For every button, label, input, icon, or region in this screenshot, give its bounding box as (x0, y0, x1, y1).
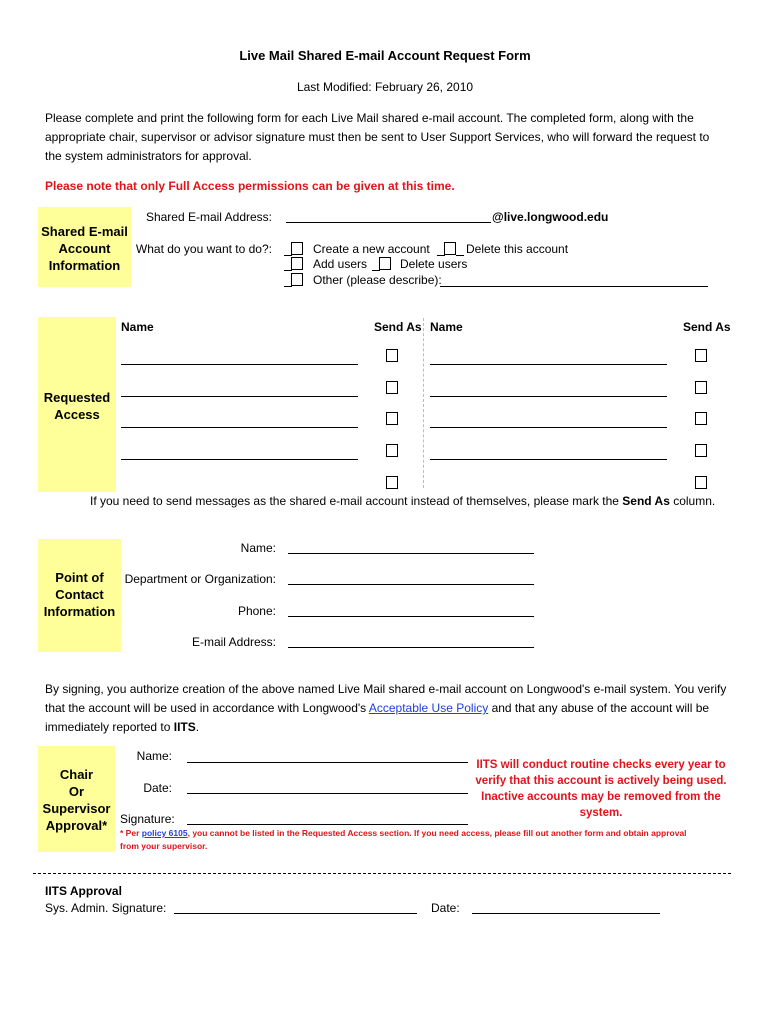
footnote-text: , you cannot be listed in the Requested Access section. If you need access, please fill out another form and obtain approval (187, 828, 687, 838)
contact-dept-field[interactable] (288, 584, 534, 585)
send-as-checkbox[interactable] (386, 381, 398, 394)
policy-footnote (120, 827, 740, 853)
access-label-line: Requested (43, 390, 111, 405)
shared-label-line: Shared E-mail (41, 224, 128, 239)
option-line (437, 255, 445, 256)
access-name-field[interactable] (430, 459, 667, 460)
col-name-right: Name (430, 320, 463, 334)
shared-label-line: Information (48, 258, 121, 273)
shared-address-label: Shared E-mail Address: (145, 210, 272, 224)
iits-note-line: Inactive accounts may be removed from the (481, 791, 721, 803)
approval-date-label: Date: (143, 781, 172, 795)
section-divider (33, 873, 731, 874)
contact-label-line: Information (43, 604, 116, 619)
domain-suffix: @live.longwood.edu (492, 210, 609, 224)
access-section-label (38, 389, 116, 423)
send-as-checkbox[interactable] (695, 444, 707, 457)
other-checkbox[interactable] (291, 273, 303, 286)
contact-label-line: Contact (55, 587, 104, 602)
full-access-note: Please note that only Full Access permissions can be given at this time. (45, 179, 455, 193)
send-as-instruction-text: column. (669, 494, 716, 508)
approval-signature-label: Signature: (120, 812, 175, 826)
contact-dept-label: Department or Organization: (124, 572, 276, 586)
iits-routine-check-note (470, 757, 732, 821)
add-users-label: Add users (313, 257, 368, 271)
contact-email-field[interactable] (288, 647, 534, 648)
approval-section-label (38, 766, 115, 834)
send-as-checkbox[interactable] (695, 476, 707, 489)
iits-note-line: verify that this account is actively being used. (475, 775, 727, 787)
approval-label-line: Chair (59, 767, 94, 782)
contact-name-label: Name: (240, 541, 276, 555)
access-name-field[interactable] (121, 364, 358, 365)
approval-name-label: Name: (136, 749, 172, 763)
create-account-label: Create a new account (313, 242, 430, 256)
delete-users-label: Delete users (400, 257, 468, 271)
send-as-checkbox[interactable] (386, 444, 398, 457)
access-name-field[interactable] (121, 396, 358, 397)
footnote-text: from your supervisor. (120, 841, 208, 851)
acceptable-use-policy-link[interactable]: Acceptable Use Policy (368, 701, 489, 715)
add-users-checkbox[interactable] (291, 257, 303, 270)
contact-email-label: E-mail Address: (191, 635, 276, 649)
delete-account-label: Delete this account (466, 242, 569, 256)
other-label: Other (please describe): (313, 273, 442, 287)
contact-label-line: Point of (55, 570, 104, 585)
contact-phone-field[interactable] (288, 616, 534, 617)
col-send-as-left: Send As (374, 320, 422, 334)
delete-account-checkbox[interactable] (444, 242, 456, 255)
send-as-instruction-bold: Send As (622, 494, 670, 508)
approval-label-line: Or (68, 784, 85, 799)
send-as-instruction-text: If you need to send messages as the shared e-mail account instead of themselves, please mark the (90, 494, 623, 508)
signing-text: and that any abuse of the account will be immediately reported to (45, 701, 710, 734)
signing-text: By signing, you authorize creation of the above named Live Mail shared e-mail account on Longwood's e-mail system. You verify that the account will be used in accordance with Longwood's (45, 682, 727, 715)
option-line (372, 270, 380, 271)
signing-text: . (195, 720, 200, 734)
send-as-instruction (90, 494, 715, 508)
iits-date-label: Date: (431, 901, 460, 915)
option-line (284, 270, 292, 271)
access-name-field[interactable] (430, 364, 667, 365)
iits-date-field[interactable] (472, 913, 660, 914)
sys-admin-signature-field[interactable] (174, 913, 417, 914)
access-name-field[interactable] (121, 427, 358, 428)
signing-paragraph (45, 680, 729, 737)
send-as-checkbox[interactable] (695, 381, 707, 394)
approval-date-field[interactable] (187, 793, 468, 794)
col-name-left: Name (121, 320, 154, 334)
option-line (284, 286, 292, 287)
send-as-checkbox[interactable] (695, 412, 707, 425)
contact-name-field[interactable] (288, 553, 534, 554)
send-as-checkbox[interactable] (386, 476, 398, 489)
approval-label-line: Approval* (45, 818, 108, 833)
page-title: Live Mail Shared E-mail Account Request Form (239, 48, 531, 63)
iits-approval-heading: IITS Approval (45, 884, 122, 898)
action-question: What do you want to do?: (135, 242, 272, 256)
send-as-checkbox[interactable] (386, 349, 398, 362)
policy-6105-link[interactable]: policy 6105 (141, 828, 188, 838)
create-account-checkbox[interactable] (291, 242, 303, 255)
last-modified: Last Modified: February 26, 2010 (296, 80, 474, 94)
option-line (284, 255, 292, 256)
footnote-text: * Per (120, 828, 142, 838)
access-name-field[interactable] (430, 427, 667, 428)
shared-label-line: Account (58, 241, 111, 256)
signing-iits: IITS (173, 720, 196, 734)
iits-note-line: system. (579, 807, 623, 819)
option-line (456, 255, 464, 256)
access-label-line: Access (54, 407, 100, 422)
send-as-checkbox[interactable] (386, 412, 398, 425)
send-as-checkbox[interactable] (695, 349, 707, 362)
delete-users-checkbox[interactable] (379, 257, 391, 270)
column-divider (423, 318, 424, 488)
col-send-as-right: Send As (683, 320, 731, 334)
access-name-field[interactable] (430, 396, 667, 397)
other-description-field[interactable] (440, 286, 708, 287)
sys-admin-signature-label: Sys. Admin. Signature: (45, 901, 167, 915)
approval-signature-field[interactable] (187, 824, 468, 825)
approval-name-field[interactable] (187, 762, 468, 763)
shared-address-field[interactable] (286, 222, 491, 223)
contact-phone-label: Phone: (237, 604, 276, 618)
contact-section-label (38, 569, 121, 620)
intro-paragraph: Please complete and print the following form for each Live Mail shared e-mail account. The completed form, along with the appropriate chair, supervisor or advisor signature must then be sent to User Support Services, who will forward the request to the system administrators for approval. (45, 111, 710, 163)
approval-label-line: Supervisor (42, 801, 111, 816)
iits-note-line: IITS will conduct routine checks every year to (476, 759, 726, 771)
access-name-field[interactable] (121, 459, 358, 460)
